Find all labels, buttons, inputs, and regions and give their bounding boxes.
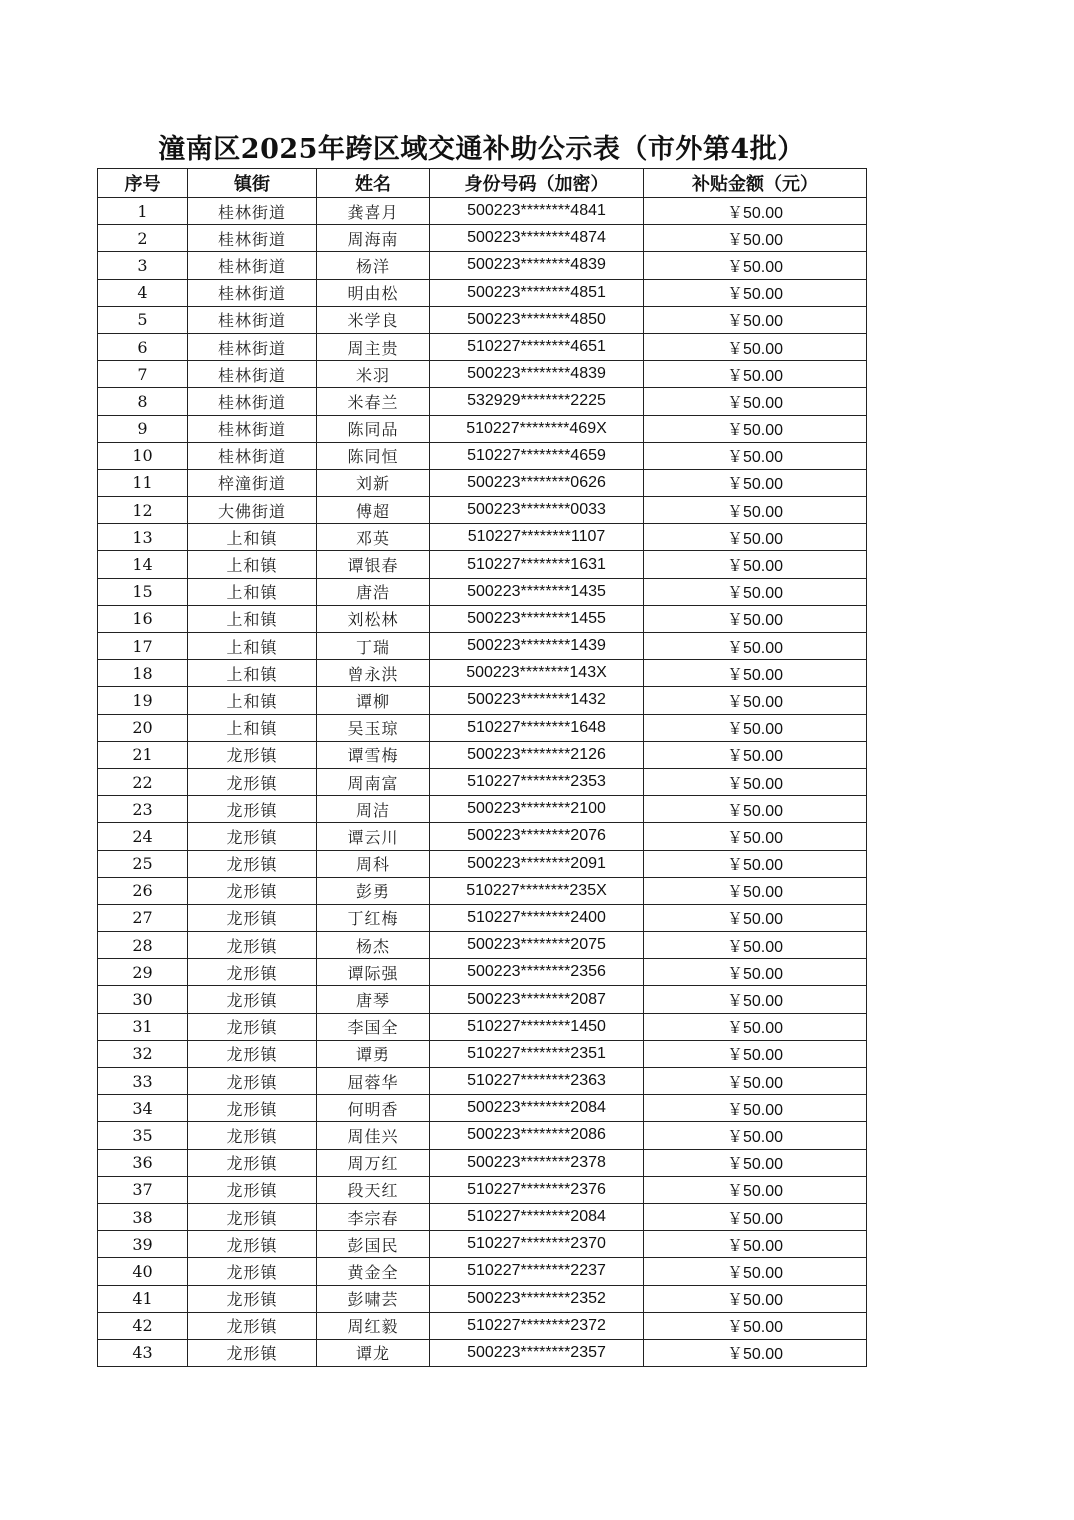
cell-town: 龙形镇 (188, 986, 317, 1013)
cell-subsidy-amount: ￥50.00 (644, 1285, 867, 1312)
cell-town: 龙形镇 (188, 1339, 317, 1366)
cell-serial-number: 23 (98, 796, 188, 823)
cell-id-number: 510227********235X (430, 877, 644, 904)
cell-town: 桂林街道 (188, 252, 317, 279)
cell-town: 龙形镇 (188, 796, 317, 823)
cell-id-number: 510227********4659 (430, 442, 644, 469)
table-row (98, 959, 867, 986)
cell-name: 唐琴 (317, 986, 430, 1013)
cell-name: 段天红 (317, 1176, 430, 1203)
table-row (98, 823, 867, 850)
cell-town: 龙形镇 (188, 1203, 317, 1230)
cell-subsidy-amount: ￥50.00 (644, 1231, 867, 1258)
table-row (98, 1312, 867, 1339)
cell-name: 邓英 (317, 524, 430, 551)
cell-serial-number: 1 (98, 198, 188, 225)
cell-subsidy-amount: ￥50.00 (644, 741, 867, 768)
cell-subsidy-amount: ￥50.00 (644, 442, 867, 469)
cell-id-number: 510227********469X (430, 415, 644, 442)
table-row (98, 306, 867, 333)
cell-id-number: 510227********1648 (430, 714, 644, 741)
cell-subsidy-amount: ￥50.00 (644, 1040, 867, 1067)
cell-subsidy-amount: ￥50.00 (644, 714, 867, 741)
cell-name: 谭勇 (317, 1040, 430, 1067)
cell-subsidy-amount: ￥50.00 (644, 524, 867, 551)
cell-town: 上和镇 (188, 605, 317, 632)
cell-town: 龙形镇 (188, 741, 317, 768)
cell-subsidy-amount: ￥50.00 (644, 1122, 867, 1149)
cell-town: 龙形镇 (188, 1095, 317, 1122)
cell-id-number: 510227********4651 (430, 333, 644, 360)
table-row (98, 225, 867, 252)
cell-subsidy-amount: ￥50.00 (644, 633, 867, 660)
cell-name: 彭勇 (317, 877, 430, 904)
cell-id-number: 510227********2370 (430, 1231, 644, 1258)
table-row (98, 1095, 867, 1122)
cell-town: 龙形镇 (188, 768, 317, 795)
cell-serial-number: 33 (98, 1068, 188, 1095)
cell-name: 陈同恒 (317, 442, 430, 469)
cell-town: 龙形镇 (188, 1068, 317, 1095)
cell-serial-number: 26 (98, 877, 188, 904)
cell-town: 桂林街道 (188, 388, 317, 415)
cell-subsidy-amount: ￥50.00 (644, 877, 867, 904)
cell-id-number: 500223********1439 (430, 633, 644, 660)
table-row (98, 442, 867, 469)
cell-serial-number: 13 (98, 524, 188, 551)
cell-name: 周洁 (317, 796, 430, 823)
table-row (98, 524, 867, 551)
table-row (98, 877, 867, 904)
cell-subsidy-amount: ￥50.00 (644, 1095, 867, 1122)
cell-town: 桂林街道 (188, 442, 317, 469)
cell-id-number: 500223********2126 (430, 741, 644, 768)
cell-serial-number: 29 (98, 959, 188, 986)
page-title: 潼南区2025年跨区域交通补助公示表（市外第4批） (158, 134, 805, 165)
cell-town: 龙形镇 (188, 932, 317, 959)
cell-name: 周佳兴 (317, 1122, 430, 1149)
table-row (98, 361, 867, 388)
cell-name: 刘松林 (317, 605, 430, 632)
cell-name: 谭银春 (317, 551, 430, 578)
cell-serial-number: 3 (98, 252, 188, 279)
header-row (98, 169, 867, 198)
cell-id-number: 510227********2372 (430, 1312, 644, 1339)
table-row (98, 469, 867, 496)
cell-subsidy-amount: ￥50.00 (644, 551, 867, 578)
cell-name: 何明香 (317, 1095, 430, 1122)
cell-id-number: 510227********2084 (430, 1203, 644, 1230)
cell-id-number: 500223********143X (430, 660, 644, 687)
cell-town: 大佛街道 (188, 497, 317, 524)
table-row (98, 1149, 867, 1176)
table-row (98, 714, 867, 741)
cell-id-number: 510227********2363 (430, 1068, 644, 1095)
cell-serial-number: 43 (98, 1339, 188, 1366)
cell-subsidy-amount: ￥50.00 (644, 1068, 867, 1095)
cell-name: 周南富 (317, 768, 430, 795)
cell-town: 桂林街道 (188, 198, 317, 225)
cell-serial-number: 38 (98, 1203, 188, 1230)
cell-id-number: 500223********2356 (430, 959, 644, 986)
header-name: 姓名 (317, 169, 430, 198)
cell-name: 龚喜月 (317, 198, 430, 225)
table-row (98, 1122, 867, 1149)
cell-id-number: 500223********4874 (430, 225, 644, 252)
cell-id-number: 510227********1450 (430, 1013, 644, 1040)
cell-town: 龙形镇 (188, 1258, 317, 1285)
cell-name: 李国全 (317, 1013, 430, 1040)
table-row (98, 1203, 867, 1230)
cell-id-number: 500223********4839 (430, 252, 644, 279)
cell-id-number: 500223********2378 (430, 1149, 644, 1176)
cell-subsidy-amount: ￥50.00 (644, 225, 867, 252)
cell-serial-number: 6 (98, 333, 188, 360)
cell-town: 龙形镇 (188, 1176, 317, 1203)
cell-id-number: 510227********2353 (430, 768, 644, 795)
cell-id-number: 500223********1432 (430, 687, 644, 714)
cell-id-number: 500223********4850 (430, 306, 644, 333)
table-row (98, 279, 867, 306)
cell-id-number: 500223********1435 (430, 578, 644, 605)
cell-town: 龙形镇 (188, 823, 317, 850)
cell-subsidy-amount: ￥50.00 (644, 279, 867, 306)
cell-subsidy-amount: ￥50.00 (644, 333, 867, 360)
cell-serial-number: 39 (98, 1231, 188, 1258)
subsidy-table (97, 168, 867, 1367)
table-row (98, 741, 867, 768)
cell-id-number: 500223********4841 (430, 198, 644, 225)
cell-subsidy-amount: ￥50.00 (644, 1339, 867, 1366)
cell-town: 龙形镇 (188, 1149, 317, 1176)
cell-serial-number: 22 (98, 768, 188, 795)
cell-subsidy-amount: ￥50.00 (644, 904, 867, 931)
cell-name: 曾永洪 (317, 660, 430, 687)
table-row (98, 633, 867, 660)
cell-town: 上和镇 (188, 687, 317, 714)
cell-name: 谭际强 (317, 959, 430, 986)
cell-subsidy-amount: ￥50.00 (644, 1312, 867, 1339)
cell-serial-number: 7 (98, 361, 188, 388)
table-row (98, 932, 867, 959)
cell-town: 龙形镇 (188, 1285, 317, 1312)
cell-id-number: 500223********2087 (430, 986, 644, 1013)
cell-name: 周万红 (317, 1149, 430, 1176)
cell-subsidy-amount: ￥50.00 (644, 850, 867, 877)
cell-town: 龙形镇 (188, 959, 317, 986)
header-serial-number: 序号 (98, 169, 188, 198)
cell-name: 傅超 (317, 497, 430, 524)
cell-subsidy-amount: ￥50.00 (644, 1013, 867, 1040)
cell-id-number: 500223********2352 (430, 1285, 644, 1312)
cell-serial-number: 16 (98, 605, 188, 632)
cell-town: 桂林街道 (188, 306, 317, 333)
cell-serial-number: 11 (98, 469, 188, 496)
cell-serial-number: 41 (98, 1285, 188, 1312)
cell-name: 李宗春 (317, 1203, 430, 1230)
cell-subsidy-amount: ￥50.00 (644, 1258, 867, 1285)
table-row (98, 605, 867, 632)
cell-id-number: 500223********1455 (430, 605, 644, 632)
cell-serial-number: 36 (98, 1149, 188, 1176)
cell-subsidy-amount: ￥50.00 (644, 306, 867, 333)
table-row (98, 986, 867, 1013)
cell-id-number: 510227********2237 (430, 1258, 644, 1285)
cell-serial-number: 10 (98, 442, 188, 469)
header-id-number: 身份号码（加密） (430, 169, 644, 198)
cell-serial-number: 20 (98, 714, 188, 741)
cell-subsidy-amount: ￥50.00 (644, 497, 867, 524)
table-row (98, 198, 867, 225)
cell-subsidy-amount: ￥50.00 (644, 1176, 867, 1203)
cell-subsidy-amount: ￥50.00 (644, 361, 867, 388)
cell-serial-number: 17 (98, 633, 188, 660)
cell-subsidy-amount: ￥50.00 (644, 388, 867, 415)
cell-serial-number: 42 (98, 1312, 188, 1339)
cell-name: 黄金全 (317, 1258, 430, 1285)
cell-name: 谭柳 (317, 687, 430, 714)
cell-serial-number: 24 (98, 823, 188, 850)
table-row (98, 1231, 867, 1258)
cell-subsidy-amount: ￥50.00 (644, 578, 867, 605)
cell-town: 上和镇 (188, 714, 317, 741)
cell-subsidy-amount: ￥50.00 (644, 660, 867, 687)
cell-town: 龙形镇 (188, 1013, 317, 1040)
cell-name: 丁红梅 (317, 904, 430, 931)
cell-subsidy-amount: ￥50.00 (644, 198, 867, 225)
cell-name: 陈同品 (317, 415, 430, 442)
cell-serial-number: 5 (98, 306, 188, 333)
cell-name: 周科 (317, 850, 430, 877)
cell-serial-number: 21 (98, 741, 188, 768)
table-row (98, 1339, 867, 1366)
cell-town: 上和镇 (188, 551, 317, 578)
cell-subsidy-amount: ￥50.00 (644, 469, 867, 496)
cell-serial-number: 28 (98, 932, 188, 959)
cell-id-number: 510227********2351 (430, 1040, 644, 1067)
cell-town: 龙形镇 (188, 850, 317, 877)
cell-name: 吴玉琼 (317, 714, 430, 741)
cell-id-number: 532929********2225 (430, 388, 644, 415)
table-row (98, 497, 867, 524)
cell-town: 上和镇 (188, 524, 317, 551)
cell-id-number: 500223********0033 (430, 497, 644, 524)
cell-name: 周海南 (317, 225, 430, 252)
cell-name: 谭雪梅 (317, 741, 430, 768)
cell-town: 桂林街道 (188, 333, 317, 360)
cell-town: 龙形镇 (188, 1231, 317, 1258)
cell-id-number: 510227********2376 (430, 1176, 644, 1203)
cell-subsidy-amount: ￥50.00 (644, 1149, 867, 1176)
cell-subsidy-amount: ￥50.00 (644, 823, 867, 850)
cell-id-number: 500223********2075 (430, 932, 644, 959)
cell-town: 桂林街道 (188, 279, 317, 306)
table-row (98, 1258, 867, 1285)
table-row (98, 333, 867, 360)
cell-name: 谭云川 (317, 823, 430, 850)
cell-serial-number: 2 (98, 225, 188, 252)
cell-serial-number: 34 (98, 1095, 188, 1122)
cell-subsidy-amount: ￥50.00 (644, 932, 867, 959)
cell-town: 上和镇 (188, 660, 317, 687)
cell-town: 桂林街道 (188, 415, 317, 442)
cell-id-number: 500223********4851 (430, 279, 644, 306)
cell-id-number: 510227********2400 (430, 904, 644, 931)
table-row (98, 1040, 867, 1067)
cell-name: 米春兰 (317, 388, 430, 415)
cell-name: 彭国民 (317, 1231, 430, 1258)
cell-serial-number: 14 (98, 551, 188, 578)
cell-serial-number: 18 (98, 660, 188, 687)
cell-subsidy-amount: ￥50.00 (644, 252, 867, 279)
cell-id-number: 510227********1107 (430, 524, 644, 551)
table-row (98, 1068, 867, 1095)
cell-serial-number: 9 (98, 415, 188, 442)
cell-serial-number: 8 (98, 388, 188, 415)
cell-name: 米羽 (317, 361, 430, 388)
cell-name: 丁瑞 (317, 633, 430, 660)
cell-name: 彭啸芸 (317, 1285, 430, 1312)
table-row (98, 850, 867, 877)
table-row (98, 1013, 867, 1040)
table-row (98, 768, 867, 795)
table-row (98, 415, 867, 442)
cell-town: 龙形镇 (188, 904, 317, 931)
cell-serial-number: 27 (98, 904, 188, 931)
cell-subsidy-amount: ￥50.00 (644, 1203, 867, 1230)
table-row (98, 904, 867, 931)
table-row (98, 1176, 867, 1203)
cell-serial-number: 12 (98, 497, 188, 524)
cell-name: 周红毅 (317, 1312, 430, 1339)
cell-id-number: 510227********1631 (430, 551, 644, 578)
cell-serial-number: 19 (98, 687, 188, 714)
cell-id-number: 500223********2357 (430, 1339, 644, 1366)
cell-subsidy-amount: ￥50.00 (644, 768, 867, 795)
cell-serial-number: 4 (98, 279, 188, 306)
cell-town: 龙形镇 (188, 1040, 317, 1067)
cell-subsidy-amount: ￥50.00 (644, 959, 867, 986)
table-row (98, 687, 867, 714)
cell-serial-number: 25 (98, 850, 188, 877)
cell-subsidy-amount: ￥50.00 (644, 605, 867, 632)
cell-town: 龙形镇 (188, 877, 317, 904)
cell-town: 龙形镇 (188, 1312, 317, 1339)
cell-town: 梓潼街道 (188, 469, 317, 496)
table-row (98, 1285, 867, 1312)
cell-serial-number: 35 (98, 1122, 188, 1149)
cell-id-number: 500223********0626 (430, 469, 644, 496)
cell-serial-number: 15 (98, 578, 188, 605)
table-row (98, 796, 867, 823)
cell-town: 桂林街道 (188, 361, 317, 388)
table-row (98, 252, 867, 279)
cell-name: 刘新 (317, 469, 430, 496)
cell-name: 周主贵 (317, 333, 430, 360)
cell-name: 米学良 (317, 306, 430, 333)
cell-serial-number: 30 (98, 986, 188, 1013)
cell-town: 龙形镇 (188, 1122, 317, 1149)
cell-name: 杨杰 (317, 932, 430, 959)
cell-subsidy-amount: ￥50.00 (644, 986, 867, 1013)
table-row (98, 388, 867, 415)
table-row (98, 551, 867, 578)
cell-id-number: 500223********2100 (430, 796, 644, 823)
cell-name: 屈蓉华 (317, 1068, 430, 1095)
cell-id-number: 500223********2084 (430, 1095, 644, 1122)
cell-town: 上和镇 (188, 578, 317, 605)
table-row (98, 578, 867, 605)
cell-serial-number: 31 (98, 1013, 188, 1040)
cell-subsidy-amount: ￥50.00 (644, 415, 867, 442)
header-subsidy-amount: 补贴金额（元） (644, 169, 867, 198)
cell-id-number: 500223********4839 (430, 361, 644, 388)
cell-serial-number: 32 (98, 1040, 188, 1067)
cell-subsidy-amount: ￥50.00 (644, 687, 867, 714)
cell-serial-number: 40 (98, 1258, 188, 1285)
cell-id-number: 500223********2086 (430, 1122, 644, 1149)
header-town: 镇街 (188, 169, 317, 198)
cell-id-number: 500223********2091 (430, 850, 644, 877)
cell-name: 唐浩 (317, 578, 430, 605)
cell-subsidy-amount: ￥50.00 (644, 796, 867, 823)
cell-serial-number: 37 (98, 1176, 188, 1203)
table-row (98, 660, 867, 687)
table-body (98, 198, 867, 1367)
cell-name: 谭龙 (317, 1339, 430, 1366)
cell-town: 桂林街道 (188, 225, 317, 252)
cell-town: 上和镇 (188, 633, 317, 660)
cell-id-number: 500223********2076 (430, 823, 644, 850)
cell-name: 杨洋 (317, 252, 430, 279)
cell-name: 明由松 (317, 279, 430, 306)
